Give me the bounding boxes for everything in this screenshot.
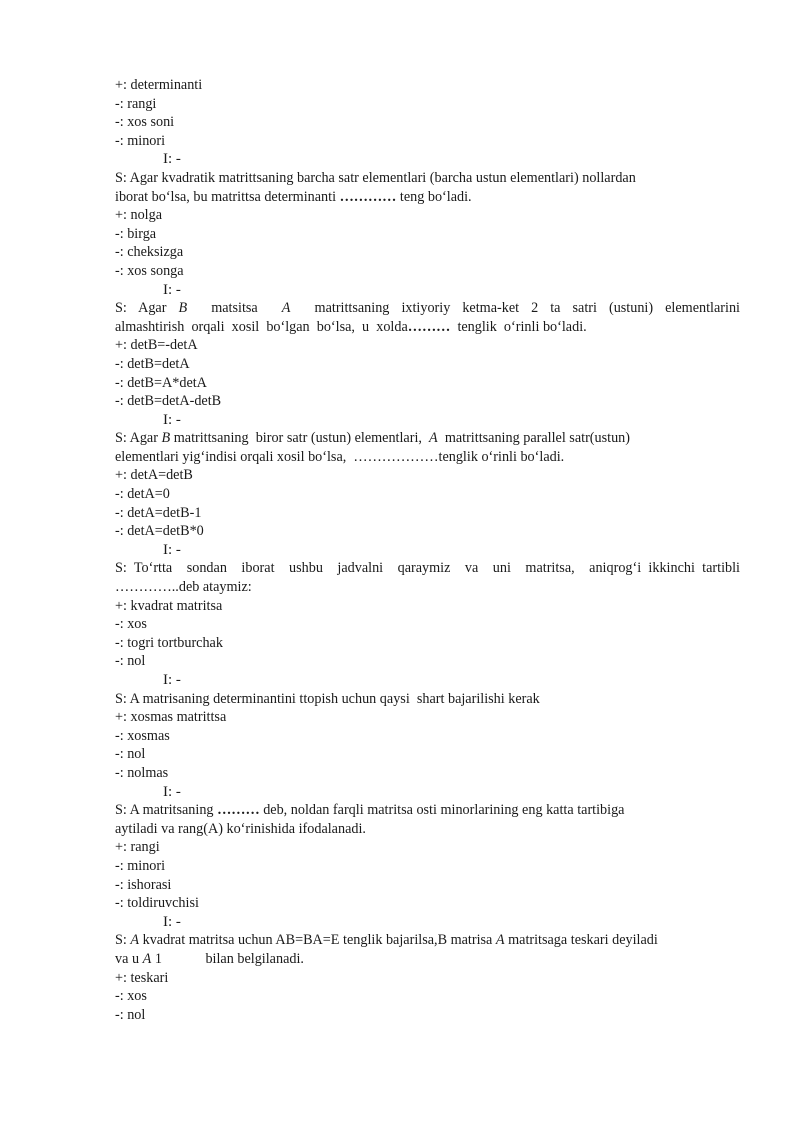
- answer-option: -: detB=detA: [115, 355, 190, 372]
- answer-option: -: nol: [115, 653, 146, 670]
- answer-option: +: kvadrat matritsa: [115, 597, 223, 614]
- question-text: [115, 169, 740, 206]
- question-text: [115, 931, 740, 968]
- answer-option: +: detA=detB: [115, 467, 193, 484]
- answer-option: -: detA=0: [115, 486, 170, 503]
- answer-option: +: rangi: [115, 839, 160, 856]
- question-text: [115, 559, 740, 596]
- answer-option: -: xos songa: [115, 262, 184, 279]
- question-line: iborat bo‘lsa, bu matrittsa determinanti ………… teng bo‘ladi.: [115, 188, 472, 205]
- question-separator: I: -: [163, 783, 181, 800]
- answer-option: -: birga: [115, 225, 157, 242]
- answer-option: -: nol: [115, 1006, 146, 1023]
- question-line: almashtirish orqali xosil bo‘lgan bo‘lsa, u xolda……… tenglik o‘rinli bo‘ladi.: [115, 318, 587, 335]
- question-line: va u A 1 bilan belgilanadi.: [115, 950, 304, 967]
- answer-option: -: detA=detB-1: [115, 504, 202, 521]
- answer-option: -: rangi: [115, 95, 157, 112]
- question-line: …………..deb ataymiz:: [115, 579, 252, 596]
- question-text: [115, 429, 740, 466]
- question-separator: I: -: [163, 672, 181, 688]
- answer-option: -: minori: [115, 132, 166, 149]
- answer-option: -: minori: [115, 857, 166, 874]
- answer-option: -: toldiruvchisi: [115, 895, 199, 912]
- question-separator: I: -: [163, 151, 181, 168]
- question-line: aytiladi va rang(A) ko‘rinishida ifodalanadi.: [115, 820, 366, 837]
- answer-option: -: xos soni: [115, 114, 175, 131]
- answer-option: +: teskari: [115, 969, 169, 986]
- answer-option: +: xosmas matrittsa: [115, 709, 227, 726]
- answer-option: -: nolmas: [115, 764, 169, 781]
- answer-option: -: detB=detA-detB: [115, 393, 222, 410]
- question-separator: I: -: [163, 541, 181, 558]
- answer-option: -: xosmas: [115, 727, 170, 744]
- question-text: [115, 690, 740, 709]
- question-line: S: Agar kvadratik matrittsaning barcha satr elementlari (barcha ustun elementlari) nollardan: [115, 169, 636, 186]
- document-body: [115, 76, 740, 1024]
- question-text: [115, 801, 740, 838]
- question-line: S: To‘rtta sondan iborat ushbu jadvalni qaraymiz va uni matritsa, aniqrog‘i ikkinchi tartibli: [115, 560, 740, 577]
- question-separator: I: -: [163, 411, 181, 428]
- question-line: elementlari yig‘indisi orqali xosil bo‘lsa, ………………tenglik o‘rinli bo‘ladi.: [115, 448, 565, 465]
- question-line: S: A matrisaning determinantini ttopish uchun qaysi shart bajarilishi kerak: [115, 690, 540, 707]
- question-line: S: Agar B matrittsaning biror satr (ustun) elementlari, A matrittsaning parallel satr(ustun): [115, 430, 630, 447]
- question-line: S: A kvadrat matritsa uchun AB=BA=E tenglik bajarilsa,B matrisa A matritsaga teskari deyiladi: [115, 932, 658, 949]
- answer-option: -: ishorasi: [115, 876, 172, 893]
- question-text: [115, 299, 740, 336]
- answer-option: -: nol: [115, 746, 146, 763]
- answer-option: -: togri tortburchak: [115, 634, 223, 651]
- answer-option: -: cheksizga: [115, 244, 184, 261]
- answer-option: +: nolga: [115, 207, 163, 224]
- answer-option: -: detA=detB*0: [115, 523, 204, 540]
- question-separator: I: -: [163, 281, 181, 298]
- answer-option: +: determinanti: [115, 77, 203, 93]
- question-separator: I: -: [163, 913, 181, 930]
- answer-option: +: detB=-detA: [115, 337, 198, 354]
- answer-option: -: detB=A*detA: [115, 374, 207, 391]
- question-line: S: A matritsaning ……… deb, noldan farqli matritsa osti minorlarining eng katta tartibiga: [115, 802, 625, 819]
- answer-option: -: xos: [115, 988, 147, 1005]
- question-line: S: Agar B matsitsa A matrittsaning ixtiyoriy ketma-ket 2 ta satri (ustuni) elementlarini: [115, 300, 740, 317]
- answer-option: -: xos: [115, 616, 147, 633]
